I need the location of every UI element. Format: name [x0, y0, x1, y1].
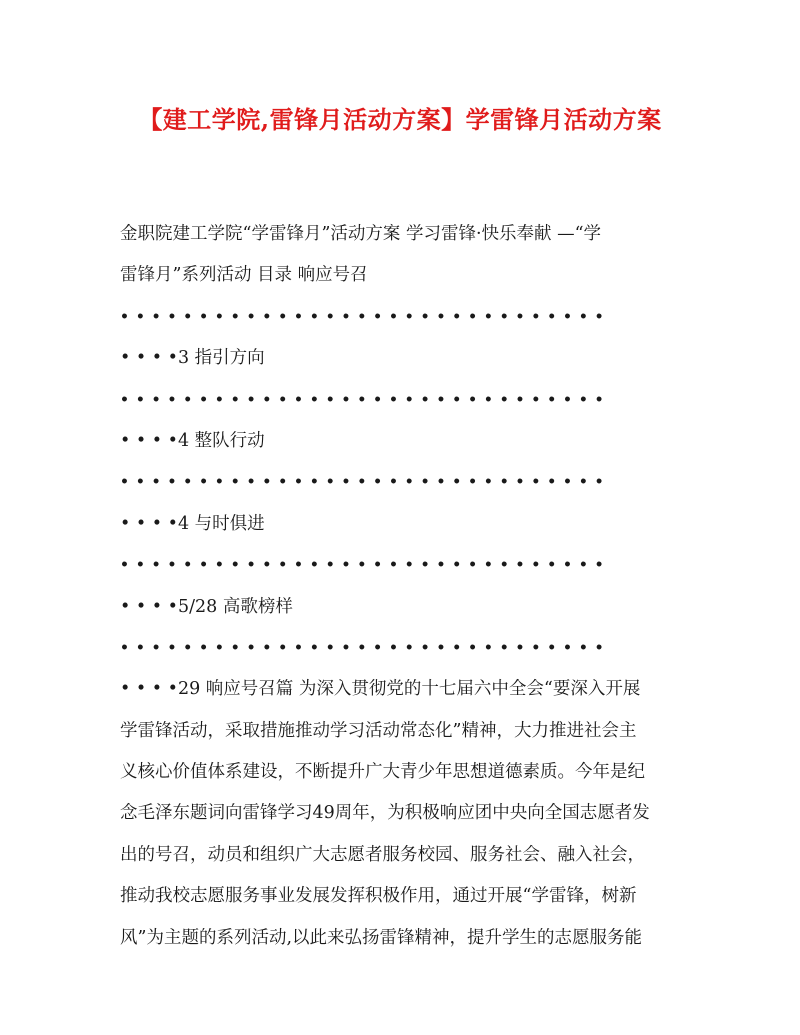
text-line: 出的号召，动员和组织广大志愿者服务校园、服务社会、融入社会， — [120, 844, 645, 865]
toc-entry: • • • •4 与时俱进 — [120, 513, 265, 534]
text-line: 学雷锋活动，采取措施推动学习活动常态化”精神，大力推进社会主 — [120, 720, 637, 741]
toc-entry: • • • •5/28 高歌榜样 — [120, 596, 293, 617]
toc-dot-leader: • • • • • • • • • • • • • • • • • • • • • • • • • • • • • • • — [120, 639, 605, 656]
text-line: 雷锋月”系列活动 目录 响应号召 — [120, 265, 368, 286]
document-title: 【建工学院,雷锋月活动方案】学雷锋月活动方案 — [138, 105, 662, 134]
text-line: 推动我校志愿服务事业发展发挥积极作用，通过开展“学雷锋，树新 — [120, 886, 637, 907]
toc-dot-leader: • • • • • • • • • • • • • • • • • • • • • • • • • • • • • • • — [120, 308, 605, 325]
toc-dot-leader: • • • • • • • • • • • • • • • • • • • • • • • • • • • • • • • — [120, 557, 605, 574]
text-line: 金职院建工学院“学雷锋月”活动方案 学习雷锋·快乐奉献 —“学 — [120, 224, 602, 244]
toc-dot-leader: • • • • • • • • • • • • • • • • • • • • • • • • • • • • • • • — [120, 474, 605, 491]
text-line: 念毛泽东题词向雷锋学习49周年，为积极响应团中央向全国志愿者发 — [120, 803, 650, 824]
toc-entry: • • • •4 整队行动 — [120, 430, 265, 451]
text-line: 义核心价值体系建设，不断提升广大青少年思想道德素质。今年是纪 — [120, 762, 645, 783]
text-line: 风”为主题的系列活动,以此来弘扬雷锋精神，提升学生的志愿服务能 — [120, 927, 643, 948]
toc-dot-leader: • • • • • • • • • • • • • • • • • • • • • • • • • • • • • • • — [120, 391, 605, 408]
toc-entry: • • • •3 指引方向 — [120, 348, 265, 369]
document-body — [120, 214, 680, 959]
text-line: • • • •29 响应号召篇 为深入贯彻党的十七届六中全会“要深入开展 — [120, 679, 641, 700]
